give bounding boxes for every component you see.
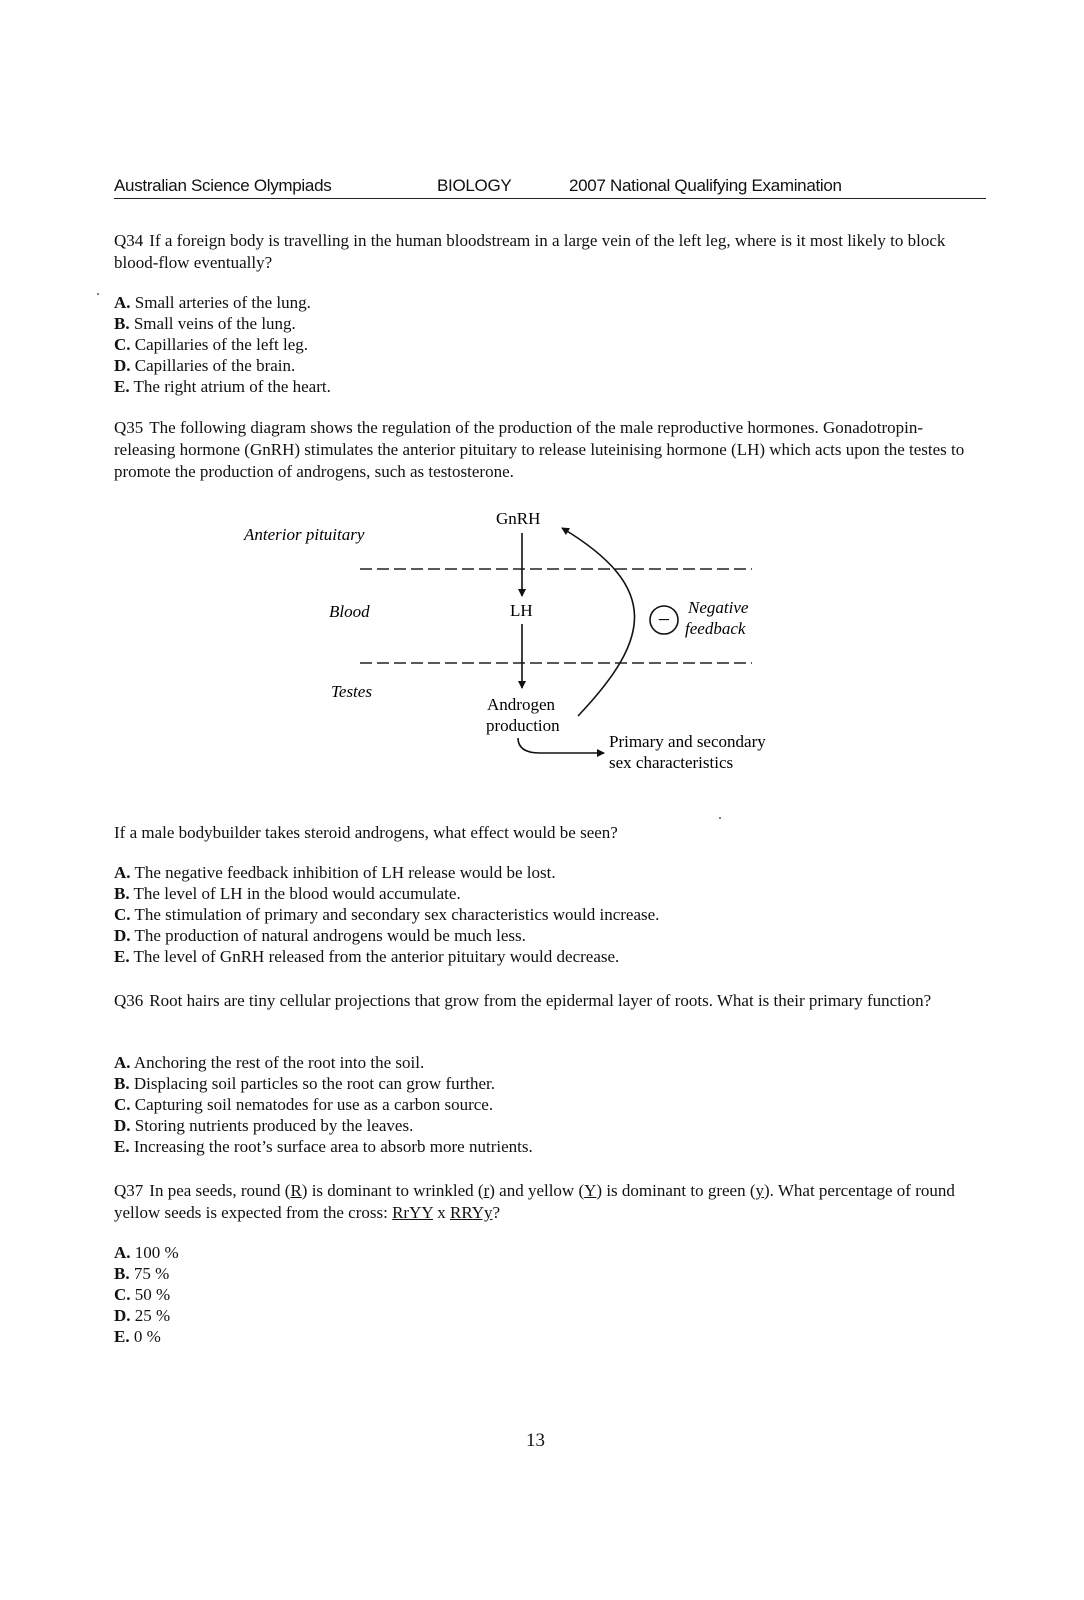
q35-option-e: E. The level of GnRH released from the anterior pituitary would decrease.: [114, 947, 620, 966]
q34-option-b: B. Small veins of the lung.: [114, 314, 296, 333]
label-primary-secondary: Primary and secondary: [609, 732, 766, 751]
label-blood: Blood: [329, 602, 370, 621]
q36-number: Q36: [114, 991, 144, 1010]
label-sex-characteristics: sex characteristics: [609, 753, 734, 772]
q36-option-b: B. Displacing soil particles so the root can grow further.: [114, 1074, 496, 1093]
q34-option-a: A. Small arteries of the lung.: [114, 293, 311, 312]
q35-number: Q35: [114, 418, 144, 437]
q37-option-c: C. 50 %: [114, 1285, 171, 1304]
page-number: 13: [526, 1430, 545, 1451]
cross-parent-2: RRYy: [450, 1203, 493, 1222]
q34-option-d: D. Capillaries of the brain.: [114, 356, 296, 375]
q36-option-a: A. Anchoring the rest of the root into the soil.: [114, 1053, 425, 1072]
q34-body: If a foreign body is travelling in the human bloodstream in a large vein of the left leg, where is it most likely to block blood-flow eventually?: [114, 231, 946, 272]
q36-option-d: D. Storing nutrients produced by the leaves.: [114, 1116, 414, 1135]
q34-option-e: E. The right atrium of the heart.: [114, 377, 331, 396]
q35-option-a: A. The negative feedback inhibition of LH release would be lost.: [114, 863, 556, 882]
cross-parent-1: RrYY: [392, 1203, 433, 1222]
label-negative: Negative: [688, 598, 749, 617]
header-left: Australian Science Olympiads: [114, 176, 332, 195]
q36-option-c: C. Capturing soil nematodes for use as a carbon source.: [114, 1095, 494, 1114]
q37-option-d: D. 25 %: [114, 1306, 171, 1325]
arrow-to-characteristics: [518, 738, 604, 753]
q35-text: [114, 417, 984, 483]
q37-number: Q37: [114, 1181, 144, 1200]
scan-speck: [97, 293, 99, 295]
q37-option-b: B. 75 %: [114, 1264, 170, 1283]
q37-option-a: A. 100 %: [114, 1243, 179, 1262]
q35-option-b: B. The level of LH in the blood would accumulate.: [114, 884, 461, 903]
q36-body: Root hairs are tiny cellular projections that grow from the epidermal layer of roots. What is their primary function?: [149, 991, 932, 1010]
q35-question: If a male bodybuilder takes steroid androgens, what effect would be seen?: [114, 823, 618, 842]
hormone-regulation-diagram: [0, 500, 1084, 800]
label-androgen: Androgen: [487, 695, 555, 714]
q34-text: [114, 230, 984, 274]
header-right: 2007 National Qualifying Examination: [569, 176, 842, 195]
q35-option-d: D. The production of natural androgens would be much less.: [114, 926, 526, 945]
header-center: BIOLOGY: [437, 176, 512, 195]
label-anterior-pituitary: Anterior pituitary: [244, 525, 365, 544]
q34-option-c: C. Capillaries of the left leg.: [114, 335, 309, 354]
q37-text: Q37 In pea seeds, round (R) is dominant to wrinkled (r) and yellow (Y) is dominant to green (y). What percentage of round yellow seeds is expected from the cross: RrYY x RRYy?: [114, 1181, 955, 1222]
label-testes: Testes: [331, 682, 372, 701]
label-gnrh: GnRH: [496, 509, 541, 528]
q35-option-c: C. The stimulation of primary and secondary sex characteristics would increase.: [114, 905, 660, 924]
scan-speck: [719, 817, 721, 819]
q34-options: [114, 292, 331, 397]
negative-feedback-curve: [562, 528, 635, 716]
q35-options: [114, 862, 659, 967]
q34-number: Q34: [114, 231, 144, 250]
label-lh: LH: [510, 601, 533, 620]
q36-text: [114, 990, 984, 1012]
q36-options: [114, 1052, 533, 1157]
q35-body: The following diagram shows the regulation of the production of the male reproductive hormones. Gonadotropin-releasing hormone (GnRH) stimulates the anterior pituitary to release luteinising hormone (LH) which acts upon the testes to promote the production of androgens, such as testosterone.: [114, 418, 965, 481]
q36-option-e: E. Increasing the root’s surface area to absorb more nutrients.: [114, 1137, 533, 1156]
label-production: production: [486, 716, 560, 735]
minus-symbol: −: [657, 607, 671, 632]
header-rule: [114, 198, 986, 199]
label-feedback: feedback: [685, 619, 746, 638]
q37-options: [114, 1242, 179, 1347]
q37-option-e: E. 0 %: [114, 1327, 161, 1346]
